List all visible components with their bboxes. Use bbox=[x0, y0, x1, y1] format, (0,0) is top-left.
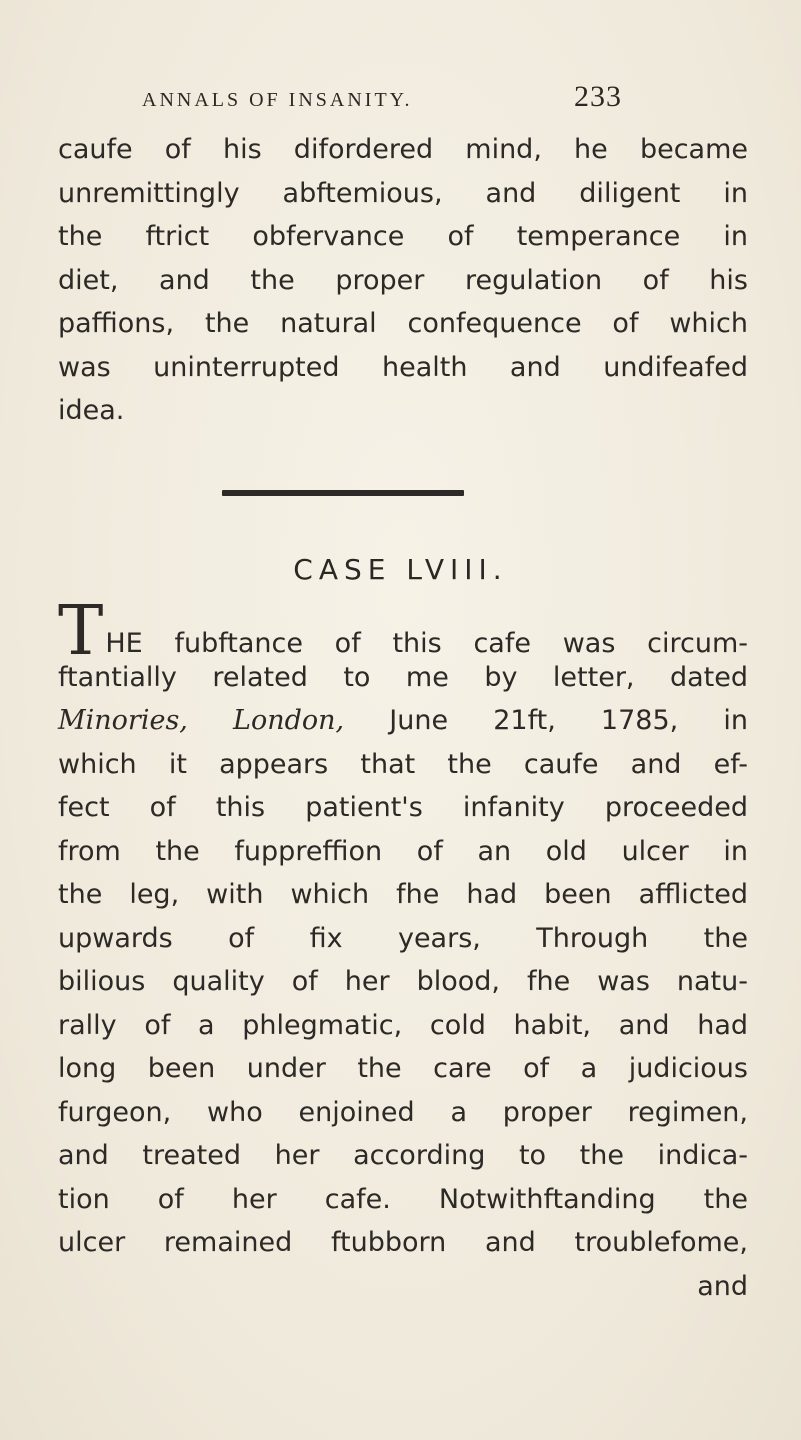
text-line: unremittingly abftemious, and diligent in bbox=[58, 177, 748, 209]
case-heading: CASE LVIII. bbox=[293, 553, 508, 586]
text-line: was uninterrupted health and undifeafed bbox=[58, 351, 748, 383]
text-line: furgeon, who enjoined a proper regimen, bbox=[58, 1096, 748, 1128]
page-header bbox=[142, 80, 622, 122]
running-head: ANNALS OF INSANITY. bbox=[142, 89, 413, 111]
text-line: the leg, with which fhe had been afflicted bbox=[58, 879, 748, 910]
text-line: paffions, the natural confequence of which bbox=[58, 308, 748, 339]
text-line: caufe of his difordered mind, he became bbox=[58, 134, 748, 165]
first-line-text: HE fubftance of this cafe was circum- bbox=[105, 628, 748, 659]
text-line-with-italic bbox=[58, 699, 748, 743]
case-paragraph bbox=[58, 592, 748, 1308]
text-line: fect of this patient's infanity proceeded bbox=[58, 792, 748, 823]
text-line: diet, and the proper regulation of his bbox=[58, 264, 748, 296]
text-line: which it appears that the caufe and ef- bbox=[58, 748, 748, 780]
text-line: long been under the care of a judicious bbox=[58, 1053, 748, 1084]
text-line: and treated her according to the indica- bbox=[58, 1140, 748, 1171]
text-line: ftantially related to me by letter, dated bbox=[58, 661, 748, 693]
page-number: 233 bbox=[574, 80, 622, 113]
text-line: tion of her cafe. Notwithftanding the bbox=[58, 1183, 748, 1215]
text-line: rally of a phlegmatic, cold habit, and had bbox=[58, 1009, 748, 1041]
text-line: bilious quality of her blood, fhe was natu- bbox=[58, 966, 748, 997]
italic-place-name: Minories, London, bbox=[58, 705, 345, 736]
section-divider-rule bbox=[222, 490, 464, 496]
text-line: ulcer remained ftubborn and troublefome, bbox=[58, 1227, 748, 1258]
paragraph-continuation bbox=[58, 128, 748, 433]
drop-cap: T bbox=[58, 592, 104, 671]
catchword: and bbox=[697, 1270, 748, 1302]
text-line: the ftrict obfervance of temperance in bbox=[58, 221, 748, 252]
date-text: June 21ft, 1785, in bbox=[389, 705, 748, 736]
text-line-first bbox=[58, 592, 748, 671]
text-line: idea. bbox=[58, 395, 125, 426]
text-line: from the fuppreffion of an old ulcer in bbox=[58, 835, 748, 867]
text-line: upwards of fix years, Through the bbox=[58, 922, 748, 954]
